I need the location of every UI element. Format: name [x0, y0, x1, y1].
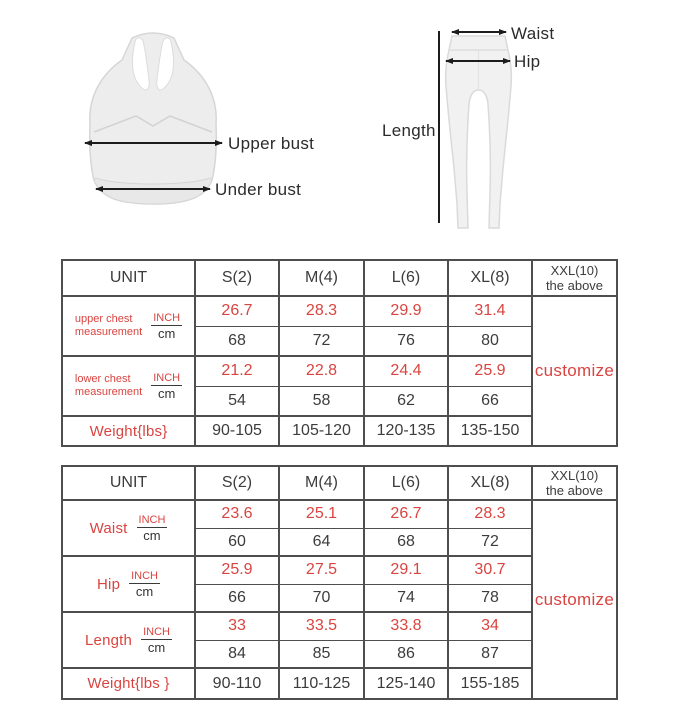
size-xxl-header-cell: [532, 260, 617, 296]
waist-row-label: Waist: [89, 519, 128, 537]
length-label-cell: [62, 612, 195, 668]
size-s-header-cell: S(2): [195, 466, 279, 500]
cm-value-cell: 54: [195, 386, 279, 416]
waist-label: Waist: [511, 24, 555, 43]
upper-chest-inch-row: [62, 296, 617, 326]
inch-value-cell: 33.8: [364, 612, 448, 640]
inch-value-cell: 34: [448, 612, 532, 640]
customize-cell: customize: [532, 296, 617, 446]
cm-value-cell: 68: [195, 326, 279, 356]
inch-value-cell: 29.9: [364, 296, 448, 326]
inch-value-cell: 23.6: [195, 500, 279, 528]
under-bust-label: Under bust: [215, 180, 302, 199]
weight-value-cell: 125-140: [364, 668, 448, 699]
size-m-header-cell: M(4): [279, 466, 364, 500]
waist-arrow: [452, 31, 506, 33]
weight-value-cell: 120-135: [364, 416, 448, 446]
cm-value-cell: 87: [448, 640, 532, 668]
inch-cm-fraction: $\frac{\text{INCH}}{cm}$: [153, 312, 181, 341]
cm-value-cell: 66: [195, 584, 279, 612]
weight-value-cell: 155-185: [448, 668, 532, 699]
cm-value-cell: 80: [448, 326, 532, 356]
weight-value-cell: 110-125: [279, 668, 364, 699]
waist-label-cell: [62, 500, 195, 556]
xxl-line2: the above: [545, 278, 604, 293]
inch-value-cell: 27.5: [279, 556, 364, 584]
cm-value-cell: 72: [279, 326, 364, 356]
weight-label-cell: Weight{lbs }: [62, 668, 195, 699]
inch-value-cell: 29.1: [364, 556, 448, 584]
lower-chest-label: lower chest measurement: [74, 373, 143, 398]
inch-value-cell: 25.9: [195, 556, 279, 584]
cm-value-cell: 85: [279, 640, 364, 668]
cm-value-cell: 70: [279, 584, 364, 612]
hip-arrow: [446, 60, 510, 62]
size-m-header-cell: M(4): [279, 260, 364, 296]
inch-value-cell: 26.7: [195, 296, 279, 326]
cm-value-cell: 60: [195, 528, 279, 556]
length-row-label: Length: [85, 631, 133, 649]
size-l-header-cell: L(6): [364, 260, 448, 296]
weight-value-cell: 105-120: [279, 416, 364, 446]
sports-bra-illustration: [78, 28, 228, 208]
weight-value-cell: 90-105: [195, 416, 279, 446]
size-xl-header-cell: XL(8): [448, 466, 532, 500]
size-xl-header-cell: XL(8): [448, 260, 532, 296]
unit-header-cell: UNIT: [62, 260, 195, 296]
inch-value-cell: 21.2: [195, 356, 279, 386]
cm-value-cell: 68: [364, 528, 448, 556]
cm-value-cell: 78: [448, 584, 532, 612]
lower-chest-label-cell: [62, 356, 195, 416]
inch-cm-fraction: $\frac{\text{INCH}}{cm}$: [131, 570, 158, 599]
inch-value-cell: 22.8: [279, 356, 364, 386]
length-label: Length: [382, 121, 436, 140]
inch-value-cell: 25.9: [448, 356, 532, 386]
inch-value-cell: 25.1: [279, 500, 364, 528]
weight-value-cell: 135-150: [448, 416, 532, 446]
hip-label-cell: [62, 556, 195, 612]
table-header-row: [62, 260, 617, 296]
xxl-line2: the above: [545, 483, 604, 498]
inch-value-cell: 28.3: [448, 500, 532, 528]
upper-bust-arrow: [85, 142, 222, 144]
xxl-line1: XXL(10): [550, 468, 599, 483]
upper-bust-label: Upper bust: [228, 134, 315, 153]
inch-cm-fraction: $\frac{\text{INCH}}{cm}$: [143, 626, 170, 655]
length-line: [438, 31, 440, 223]
hip-row-label: Hip: [97, 575, 121, 593]
leggings-illustration: [443, 34, 523, 230]
cm-value-cell: 58: [279, 386, 364, 416]
size-xxl-header-cell: [532, 466, 617, 500]
size-s-header-cell: S(2): [195, 260, 279, 296]
under-bust-arrow: [96, 188, 210, 190]
cm-value-cell: 86: [364, 640, 448, 668]
inch-value-cell: 33: [195, 612, 279, 640]
cm-value-cell: 72: [448, 528, 532, 556]
weight-value-cell: 90-110: [195, 668, 279, 699]
cm-value-cell: 64: [279, 528, 364, 556]
customize-cell: customize: [532, 500, 617, 699]
inch-value-cell: 33.5: [279, 612, 364, 640]
leggings-size-table: [61, 465, 618, 700]
cm-value-cell: 62: [364, 386, 448, 416]
table-header-row: [62, 466, 617, 500]
cm-value-cell: 66: [448, 386, 532, 416]
waist-inch-row: [62, 500, 617, 528]
upper-chest-label: upper chest measurement: [74, 313, 143, 338]
hip-label: Hip: [514, 52, 541, 71]
inch-value-cell: 26.7: [364, 500, 448, 528]
xxl-line1: XXL(10): [550, 263, 599, 278]
weight-label-cell: Weight{lbs}: [62, 416, 195, 446]
unit-header-cell: UNIT: [62, 466, 195, 500]
inch-cm-fraction: $\frac{\text{INCH}}{cm}$: [138, 514, 166, 543]
inch-value-cell: 31.4: [448, 296, 532, 326]
upper-chest-label-cell: [62, 296, 195, 356]
cm-value-cell: 76: [364, 326, 448, 356]
inch-value-cell: 30.7: [448, 556, 532, 584]
cm-value-cell: 74: [364, 584, 448, 612]
inch-value-cell: 24.4: [364, 356, 448, 386]
size-l-header-cell: L(6): [364, 466, 448, 500]
cm-value-cell: 84: [195, 640, 279, 668]
bra-size-table: [61, 259, 618, 447]
inch-value-cell: 28.3: [279, 296, 364, 326]
inch-cm-fraction: $\frac{\text{INCH}}{cm}$: [153, 372, 181, 401]
